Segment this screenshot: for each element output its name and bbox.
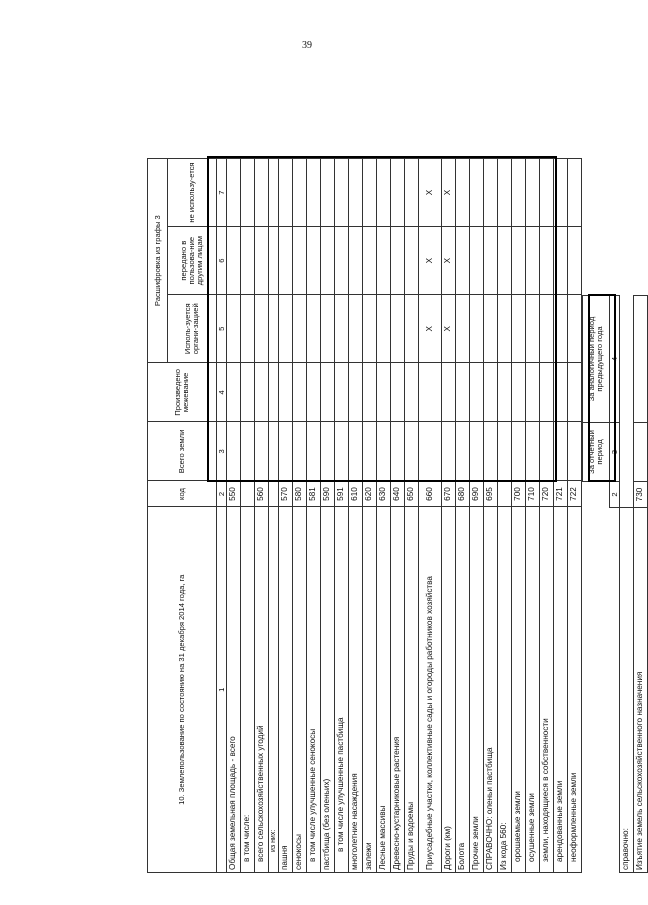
table-row	[405, 159, 419, 873]
value-x5[interactable]	[255, 295, 269, 363]
value-x7[interactable]	[456, 159, 470, 227]
value-x6[interactable]	[512, 227, 526, 295]
value-x6[interactable]: X	[442, 227, 456, 295]
reference-table	[582, 157, 648, 873]
value-x5[interactable]	[405, 295, 419, 363]
row-code: 720	[540, 481, 554, 507]
value-total[interactable]	[419, 422, 442, 481]
table-row	[484, 159, 498, 873]
table-row	[335, 159, 349, 873]
value-total[interactable]	[227, 422, 241, 481]
row-name: Дороги (км)	[442, 507, 456, 873]
row-code: 640	[391, 481, 405, 507]
value-surveyed[interactable]	[456, 363, 470, 422]
value-total[interactable]	[335, 422, 349, 481]
table-row	[568, 159, 582, 873]
value-x5[interactable]	[498, 295, 512, 363]
row-name: Общая земельная площадь - всего	[227, 507, 241, 873]
value-x6[interactable]	[405, 227, 419, 295]
value-x7[interactable]	[227, 159, 241, 227]
ref-row-name: Изъятие земель сельскохозяйственного назначения	[634, 508, 648, 873]
value-x7[interactable]	[540, 159, 554, 227]
table-row	[269, 159, 279, 873]
value-surveyed[interactable]	[377, 363, 391, 422]
row-code: 695	[484, 481, 498, 507]
value-surveyed[interactable]	[279, 363, 293, 422]
row-code: 670	[442, 481, 456, 507]
value-x6[interactable]	[363, 227, 377, 295]
row-code: 710	[526, 481, 540, 507]
value-x5[interactable]	[307, 295, 321, 363]
value-x6[interactable]	[554, 227, 568, 295]
value-x5[interactable]	[377, 295, 391, 363]
value-x6[interactable]	[241, 227, 255, 295]
value-total[interactable]	[377, 422, 391, 481]
table-row	[391, 159, 405, 873]
value-x7[interactable]: X	[419, 159, 442, 227]
value-x6[interactable]	[526, 227, 540, 295]
value-x6[interactable]	[307, 227, 321, 295]
value-x6[interactable]	[293, 227, 307, 295]
value-x7[interactable]	[377, 159, 391, 227]
value-x5[interactable]	[363, 295, 377, 363]
row-code: 620	[363, 481, 377, 507]
value-surveyed[interactable]	[470, 363, 484, 422]
row-code: 690	[470, 481, 484, 507]
col-num: 4	[217, 363, 227, 422]
value-surveyed[interactable]	[484, 363, 498, 422]
value-x6[interactable]	[321, 227, 335, 295]
value-surveyed[interactable]	[269, 363, 279, 422]
value-x7[interactable]	[293, 159, 307, 227]
value-x6[interactable]	[349, 227, 363, 295]
table-row	[321, 159, 335, 873]
value-total[interactable]	[391, 422, 405, 481]
table-row	[279, 159, 293, 873]
value-x7[interactable]	[255, 159, 269, 227]
value-surveyed[interactable]	[512, 363, 526, 422]
table-row	[241, 159, 255, 873]
table-row	[442, 159, 456, 873]
col-num: 2	[217, 481, 227, 507]
value-x5[interactable]	[484, 295, 498, 363]
row-code	[269, 481, 279, 507]
row-name: пашня	[279, 507, 293, 873]
row-name: залежи	[363, 507, 377, 873]
value-x7[interactable]	[269, 159, 279, 227]
value-x5[interactable]	[470, 295, 484, 363]
table-row	[554, 159, 568, 873]
value-surveyed[interactable]	[498, 363, 512, 422]
table-row	[512, 159, 526, 873]
ref-col-num: 4	[610, 296, 620, 423]
value-x7[interactable]	[568, 159, 582, 227]
ref-row-code: 730	[634, 482, 648, 508]
row-code: 680	[456, 481, 470, 507]
row-name: пастбища (без оленьих)	[321, 507, 335, 873]
value-surveyed[interactable]	[227, 363, 241, 422]
ref-col-num: 2	[610, 482, 620, 508]
value-x7[interactable]	[307, 159, 321, 227]
value-x5[interactable]	[241, 295, 255, 363]
value-total[interactable]	[363, 422, 377, 481]
table-row	[293, 159, 307, 873]
table-row	[540, 159, 554, 873]
value-x6[interactable]	[391, 227, 405, 295]
value-x6[interactable]	[279, 227, 293, 295]
value-surveyed[interactable]	[442, 363, 456, 422]
value-surveyed[interactable]	[405, 363, 419, 422]
row-code: 650	[405, 481, 419, 507]
value-total[interactable]	[470, 422, 484, 481]
value-total[interactable]	[456, 422, 470, 481]
table-row	[227, 159, 241, 873]
value-x6[interactable]	[227, 227, 241, 295]
row-name: всего сельскохозяйственных угодий	[255, 507, 269, 873]
value-x7[interactable]	[512, 159, 526, 227]
row-name: неоформленные земли	[568, 507, 582, 873]
table-row	[419, 159, 442, 873]
value-total[interactable]	[307, 422, 321, 481]
header-surveyed: Произведено межевание	[148, 363, 217, 422]
value-x6[interactable]	[540, 227, 554, 295]
row-code: 560	[255, 481, 269, 507]
header-used: Исполь-зуется органи-зацией	[168, 295, 217, 363]
table-row	[498, 159, 512, 873]
value-total[interactable]	[554, 422, 568, 481]
row-code: 550	[227, 481, 241, 507]
value-total[interactable]	[405, 422, 419, 481]
row-name: в том числе улучшенные пастбища	[335, 507, 349, 873]
col-num: 1	[217, 507, 227, 873]
row-code: 610	[349, 481, 363, 507]
value-x7[interactable]	[321, 159, 335, 227]
value-surveyed[interactable]	[391, 363, 405, 422]
value-x5[interactable]	[554, 295, 568, 363]
table-row	[255, 159, 269, 873]
row-code: 721	[554, 481, 568, 507]
row-name: в том числе улучшенные сенокосы	[307, 507, 321, 873]
row-name: осушенные земли	[526, 507, 540, 873]
value-surveyed[interactable]	[349, 363, 363, 422]
value-total[interactable]	[540, 422, 554, 481]
value-total[interactable]	[484, 422, 498, 481]
value-x7[interactable]	[554, 159, 568, 227]
value-x6[interactable]	[255, 227, 269, 295]
row-code: 590	[321, 481, 335, 507]
value-x5[interactable]	[227, 295, 241, 363]
row-code: 630	[377, 481, 391, 507]
row-code: 722	[568, 481, 582, 507]
row-name: в том числе:	[241, 507, 255, 873]
row-name: Болота	[456, 507, 470, 873]
value-x7[interactable]	[279, 159, 293, 227]
value-x7[interactable]	[405, 159, 419, 227]
value-x6[interactable]	[377, 227, 391, 295]
value-total[interactable]	[279, 422, 293, 481]
row-name: земли, находящиеся в собственности	[540, 507, 554, 873]
value-surveyed[interactable]	[335, 363, 349, 422]
row-code: 591	[335, 481, 349, 507]
value-x5[interactable]	[293, 295, 307, 363]
col-num: 3	[217, 422, 227, 481]
land-use-table	[147, 158, 582, 873]
value-total[interactable]	[498, 422, 512, 481]
value-surveyed[interactable]	[540, 363, 554, 422]
value-x6[interactable]	[498, 227, 512, 295]
header-code: код	[148, 481, 217, 507]
row-code: 700	[512, 481, 526, 507]
value-x7[interactable]	[363, 159, 377, 227]
row-name: СПРАВОЧНО: оленьи пастбища	[484, 507, 498, 873]
header-unused: не использу-ется	[168, 159, 217, 227]
col-num: 7	[217, 159, 227, 227]
page-number: 39	[302, 40, 312, 51]
value-x7[interactable]	[498, 159, 512, 227]
row-name: орошаемые земли	[512, 507, 526, 873]
row-code	[241, 481, 255, 507]
row-name: Древесно-кустарниковые растения	[391, 507, 405, 873]
row-code: 660	[419, 481, 442, 507]
table-row	[307, 159, 321, 873]
value-x6[interactable]	[335, 227, 349, 295]
ref-header-current: За отчетный период	[583, 423, 610, 482]
row-code: 581	[307, 481, 321, 507]
value-x5[interactable]	[321, 295, 335, 363]
row-code	[498, 481, 512, 507]
value-x5[interactable]	[568, 295, 582, 363]
rotated-form	[147, 158, 645, 873]
value-x5[interactable]: X	[442, 295, 456, 363]
value-surveyed[interactable]	[554, 363, 568, 422]
row-name: Пруды и водоемы	[405, 507, 419, 873]
value-total[interactable]	[442, 422, 456, 481]
value-total[interactable]	[568, 422, 582, 481]
value-x7[interactable]	[470, 159, 484, 227]
value-total[interactable]	[255, 422, 269, 481]
ref-value-current[interactable]	[634, 423, 648, 482]
table-row	[526, 159, 540, 873]
row-name: Лесные массивы	[377, 507, 391, 873]
row-name: Прочие земли	[470, 507, 484, 873]
table-row	[470, 159, 484, 873]
value-x6[interactable]: X	[419, 227, 442, 295]
value-x7[interactable]	[484, 159, 498, 227]
column-number-row	[217, 159, 227, 873]
row-name: Приусадебные участки, коллективные сады и огороды работников хозяйства	[419, 507, 442, 873]
value-total[interactable]	[241, 422, 255, 481]
value-x7[interactable]	[391, 159, 405, 227]
value-x5[interactable]	[512, 295, 526, 363]
header-transferred: передано в пользова-ние другим лицам	[168, 227, 217, 295]
ref-label: справочно:	[620, 508, 634, 873]
value-x6[interactable]	[484, 227, 498, 295]
row-name: из них:	[269, 507, 279, 873]
value-x7[interactable]	[349, 159, 363, 227]
value-x6[interactable]	[470, 227, 484, 295]
row-name: многолетние насаждения	[349, 507, 363, 873]
row-code: 570	[279, 481, 293, 507]
table-row	[349, 159, 363, 873]
row-code: 580	[293, 481, 307, 507]
row-name: сенокосы	[293, 507, 307, 873]
value-surveyed[interactable]	[255, 363, 269, 422]
value-surveyed[interactable]	[568, 363, 582, 422]
value-surveyed[interactable]	[293, 363, 307, 422]
value-x5[interactable]	[349, 295, 363, 363]
value-surveyed[interactable]	[307, 363, 321, 422]
col-num: 6	[217, 227, 227, 295]
value-x5[interactable]	[391, 295, 405, 363]
ref-header-previous: За аналогичный период предыдущего года	[583, 296, 610, 423]
ref-col-num: 3	[610, 423, 620, 482]
value-total[interactable]	[512, 422, 526, 481]
value-x5[interactable]	[269, 295, 279, 363]
value-x5[interactable]	[540, 295, 554, 363]
value-x5[interactable]	[456, 295, 470, 363]
value-surveyed[interactable]	[321, 363, 335, 422]
col-num: 5	[217, 295, 227, 363]
value-total[interactable]	[349, 422, 363, 481]
value-x7[interactable]	[526, 159, 540, 227]
value-x7[interactable]	[335, 159, 349, 227]
header-total: Всего земли	[148, 422, 217, 481]
value-x7[interactable]: X	[442, 159, 456, 227]
value-total[interactable]	[293, 422, 307, 481]
section-title: 10. Землепользование по состоянию на 31 декабря 2014 года, га	[148, 507, 217, 873]
table-row	[363, 159, 377, 873]
table-row	[377, 159, 391, 873]
value-surveyed[interactable]	[241, 363, 255, 422]
value-x6[interactable]	[568, 227, 582, 295]
header-breakdown: Расшифровка из графы 3	[148, 159, 168, 363]
ref-value-previous[interactable]	[634, 296, 648, 423]
value-total[interactable]	[321, 422, 335, 481]
value-x6[interactable]	[456, 227, 470, 295]
value-total[interactable]	[269, 422, 279, 481]
value-surveyed[interactable]	[363, 363, 377, 422]
value-x7[interactable]	[241, 159, 255, 227]
value-surveyed[interactable]	[526, 363, 540, 422]
value-x5[interactable]: X	[419, 295, 442, 363]
value-x5[interactable]	[279, 295, 293, 363]
table-row	[456, 159, 470, 873]
row-name: арендованные земли	[554, 507, 568, 873]
value-surveyed[interactable]	[419, 363, 442, 422]
value-x6[interactable]	[269, 227, 279, 295]
value-x5[interactable]	[335, 295, 349, 363]
row-name: Из кода 560:	[498, 507, 512, 873]
value-x5[interactable]	[526, 295, 540, 363]
value-total[interactable]	[526, 422, 540, 481]
